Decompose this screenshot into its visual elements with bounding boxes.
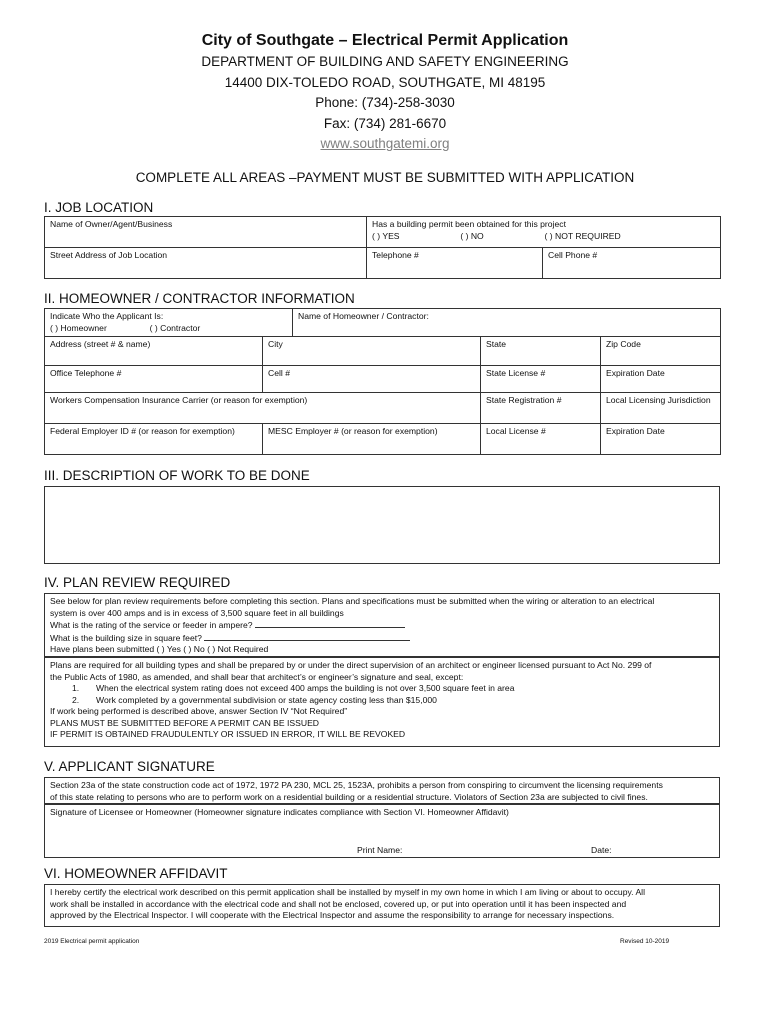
federal-employer-id-label: Federal Employer ID # (or reason for exemption) [50, 426, 235, 436]
legal-notice-line-1: Section 23a of the state construction code act of 1972, 1972 PA 230, MCL 25, 1523A, prohibits a person from conspiring to circumvent the licensing requirements [50, 780, 663, 790]
department-phone: Phone: (734)-258-3030 [315, 95, 455, 110]
plans-submitted-options[interactable]: Have plans been submitted ( ) Yes ( ) No ( ) Not Required [50, 644, 269, 654]
job-telephone-field[interactable] [367, 248, 543, 279]
permit-no-checkbox[interactable]: ( ) NO [460, 230, 484, 241]
local-licensing-label: Local Licensing Jurisdiction [606, 395, 711, 405]
section-title-job-location: I. JOB LOCATION [44, 200, 154, 215]
city-label: City [268, 339, 283, 349]
federal-employer-id-field[interactable] [45, 424, 263, 455]
contractor-name-label: Name of Homeowner / Contractor: [298, 311, 429, 321]
mesc-employer-field[interactable] [263, 424, 481, 455]
state-field[interactable] [481, 337, 601, 366]
street-address-label: Street Address of Job Location [50, 250, 168, 260]
department-fax: Fax: (734) 281-6670 [323, 115, 447, 131]
cell-label: Cell # [268, 368, 290, 378]
exception-1-text: When the electrical system rating does not exceed 400 amps the building is not over 3,500 square feet in area [96, 683, 515, 693]
job-cell-phone-field[interactable] [543, 248, 721, 279]
address-label: Address (street # & name) [50, 339, 151, 349]
building-permit-label: Has a building permit been obtained for this project [372, 219, 566, 229]
footer-revision: Revised 10-2019 [620, 938, 670, 945]
contractor-name-field[interactable] [293, 309, 721, 337]
plan-review-note-3: IF PERMIT IS OBTAINED FRAUDULENTLY OR ISSUED IN ERROR, IT WILL BE REVOKED [50, 729, 406, 739]
contractor-info-table [44, 336, 721, 455]
plan-review-intro-2: system is over 400 amps and is in excess of 3,500 square feet in all buildings [50, 607, 344, 618]
plan-review-note-2: PLANS MUST BE SUBMITTED BEFORE A PERMIT CAN BE ISSUED [50, 717, 320, 728]
signature-field[interactable] [44, 804, 720, 858]
letterhead [0, 30, 770, 155]
workers-comp-field[interactable] [45, 393, 481, 424]
plan-review-intro-1: See below for plan review requirements before completing this section. Plans and specifications must be submitted when the wiring or alteration to an electrical [50, 596, 655, 606]
signature-label: Signature of Licensee or Homeowner (Homeowner signature indicates compliance with Section VI. Homeowner Affidavit) [50, 807, 509, 817]
exception-2-number: 2. [72, 694, 80, 705]
affidavit-line-1: I hereby certify the electrical work described on this permit application shall be installed by myself in my own home in which I am living or about to occupy. All [50, 887, 645, 897]
workers-comp-label: Workers Compensation Insurance Carrier (or reason for exemption) [50, 395, 308, 405]
applicant-type-field [45, 309, 293, 337]
applicant-type-label: Indicate Who the Applicant Is: [50, 311, 164, 321]
department-name: DEPARTMENT OF BUILDING AND SAFETY ENGINEERING [201, 54, 569, 69]
cell-field[interactable] [263, 366, 481, 393]
homeowner-checkbox[interactable]: ( ) Homeowner [50, 322, 107, 333]
print-name-label: Print Name: [357, 845, 403, 855]
local-license-field[interactable] [481, 424, 601, 455]
applicant-type-table [44, 308, 721, 337]
license-expiration-label: Expiration Date [606, 368, 665, 378]
city-field[interactable] [263, 337, 481, 366]
building-permit-question [367, 217, 721, 248]
section-title-description: III. DESCRIPTION OF WORK TO BE DONE [44, 468, 310, 483]
building-size-label: What is the building size in square feet? [50, 632, 202, 643]
permit-yes-checkbox[interactable]: ( ) YES [372, 230, 400, 241]
local-license-label: Local License # [486, 426, 546, 436]
affidavit-text [44, 884, 720, 927]
exception-2-text: Work completed by a governmental subdivision or state agency costing less than $15,000 [96, 694, 437, 705]
owner-name-field[interactable] [45, 217, 367, 248]
form-title: City of Southgate – Electrical Permit Application [201, 32, 569, 49]
building-size-input[interactable] [204, 632, 410, 641]
state-registration-field[interactable] [481, 393, 601, 424]
signature-date-label: Date: [591, 845, 612, 855]
legal-notice-line-2: of this state relating to persons who are to perform work on a residential building or a residential structure. Violators of Section 23a are subjected to civil fines. [50, 791, 648, 802]
local-license-expiration-label: Expiration Date [606, 426, 665, 436]
affidavit-line-3: approved by the Electrical Inspector. I will cooperate with the Electrical Inspector and assume the responsibility to arrange for necessary inspections. [50, 910, 615, 920]
job-cell-phone-label: Cell Phone # [548, 250, 598, 260]
zip-code-label: Zip Code [606, 339, 641, 349]
local-licensing-field[interactable] [601, 393, 721, 424]
affidavit-line-2: work shall be installed in accordance with the electrical code and shall not be enclosed, covered up, or put into operation until it has been inspected and [50, 898, 627, 909]
zip-code-field[interactable] [601, 337, 721, 366]
permit-not-required-checkbox[interactable]: ( ) NOT REQUIRED [544, 230, 621, 241]
plan-review-note-1: If work being performed is described above, answer Section IV “Not Required” [50, 706, 348, 716]
office-telephone-label: Office Telephone # [50, 368, 122, 378]
requirement-line-2: the Public Acts of 1980, as amended, and shall bear that architect’s or engineer’s signature and seal, except: [50, 671, 464, 682]
mesc-employer-label: MESC Employer # (or reason for exemption) [268, 426, 438, 436]
contractor-checkbox[interactable]: ( ) Contractor [149, 322, 201, 333]
state-license-field[interactable] [481, 366, 601, 393]
local-license-expiration-field[interactable] [601, 424, 721, 455]
footer-form-name: 2019 Electrical permit application [44, 938, 140, 945]
exception-1-number: 1. [72, 683, 80, 693]
service-rating-input[interactable] [255, 619, 405, 628]
signature-legal-notice [44, 777, 720, 804]
work-description-textarea[interactable] [44, 486, 720, 564]
section-title-plan-review: IV. PLAN REVIEW REQUIRED [44, 575, 231, 590]
state-license-label: State License # [486, 368, 546, 378]
license-expiration-field[interactable] [601, 366, 721, 393]
service-rating-label: What is the rating of the service or feeder in ampere? [50, 620, 253, 630]
office-telephone-field[interactable] [45, 366, 263, 393]
state-registration-label: State Registration # [486, 395, 562, 405]
job-telephone-label: Telephone # [372, 250, 419, 260]
state-label: State [486, 339, 507, 349]
website-link[interactable]: www.southgatemi.org [320, 136, 450, 151]
job-location-table [44, 216, 721, 279]
department-address: 14400 DIX-TOLEDO ROAD, SOUTHGATE, MI 48195 [224, 74, 546, 90]
street-address-field[interactable] [45, 248, 367, 279]
plan-review-questions [44, 593, 720, 657]
address-field[interactable] [45, 337, 263, 366]
section-title-affidavit: VI. HOMEOWNER AFFIDAVIT [44, 866, 228, 881]
requirement-line-1: Plans are required for all building types and shall be prepared by or under the direct supervision of an architect or engineer licensed pursuant to Act No. 299 of [50, 660, 652, 670]
section-title-signature: V. APPLICANT SIGNATURE [44, 759, 215, 774]
instruction-banner: COMPLETE ALL AREAS –PAYMENT MUST BE SUBMITTED WITH APPLICATION [135, 170, 635, 185]
owner-name-label: Name of Owner/Agent/Business [50, 219, 173, 229]
section-title-contractor: II. HOMEOWNER / CONTRACTOR INFORMATION [44, 291, 355, 306]
plan-review-requirements [44, 657, 720, 747]
